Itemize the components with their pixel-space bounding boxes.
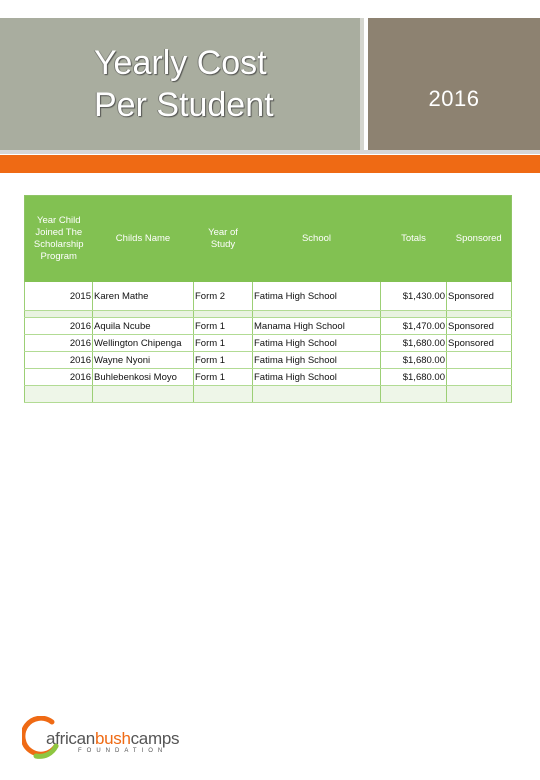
table-row [25,369,512,386]
cost-table-container [24,195,511,403]
divider-gray [0,150,540,154]
cell-school: Manama High School [253,318,381,335]
table-row [25,282,512,311]
cell-school: Fatima High School [253,352,381,369]
divider-orange [0,155,540,173]
cell-name: Karen Mathe [93,282,194,311]
cell-total: $1,470.00 [381,318,447,335]
table-row [25,352,512,369]
cell-year: 2015 [25,282,93,311]
cell-sponsored [447,369,512,386]
cell-name: Wellington Chipenga [93,335,194,352]
cell-study: Form 1 [194,318,253,335]
header-year-of-study: Year of Study [194,196,253,283]
table-header-row [25,196,512,283]
cell-sponsored: Sponsored [447,335,512,352]
cell-total: $1,680.00 [381,369,447,386]
cell-year: 2016 [25,318,93,335]
header-sponsored: Sponsored [447,196,512,283]
cost-table [24,195,512,403]
header-year-joined: Year Child Joined The Scholarship Program [25,196,93,283]
cell-school: Fatima High School [253,369,381,386]
table-empty-row [25,386,512,403]
cell-total: $1,680.00 [381,335,447,352]
cell-school: Fatima High School [253,335,381,352]
logo-subtitle: FOUNDATION [78,748,168,754]
cell-year: 2016 [25,369,93,386]
logo-wordmark: africanbushcamps [46,729,180,748]
cell-school: Fatima High School [253,282,381,311]
title-panel [0,18,362,150]
cell-study: Form 2 [194,282,253,311]
cell-sponsored: Sponsored [447,318,512,335]
table-spacer-row [25,311,512,318]
foundation-logo [22,716,182,760]
table-row [25,335,512,352]
header-school: School [253,196,381,283]
cell-study: Form 1 [194,352,253,369]
cell-name: Buhlebenkosi Moyo [93,369,194,386]
cell-year: 2016 [25,335,93,352]
table-row [25,318,512,335]
header-totals: Totals [381,196,447,283]
year-panel [368,18,540,150]
cell-study: Form 1 [194,335,253,352]
cell-year: 2016 [25,352,93,369]
cell-name: Aquila Ncube [93,318,194,335]
year-label: 2016 [428,86,480,111]
cell-sponsored [447,352,512,369]
cell-sponsored: Sponsored [447,282,512,311]
cell-study: Form 1 [194,369,253,386]
page-title: Yearly Cost Per Student [94,44,274,124]
cell-name: Wayne Nyoni [93,352,194,369]
header-childs-name: Childs Name [93,196,194,283]
cell-total: $1,680.00 [381,352,447,369]
cell-total: $1,430.00 [381,282,447,311]
